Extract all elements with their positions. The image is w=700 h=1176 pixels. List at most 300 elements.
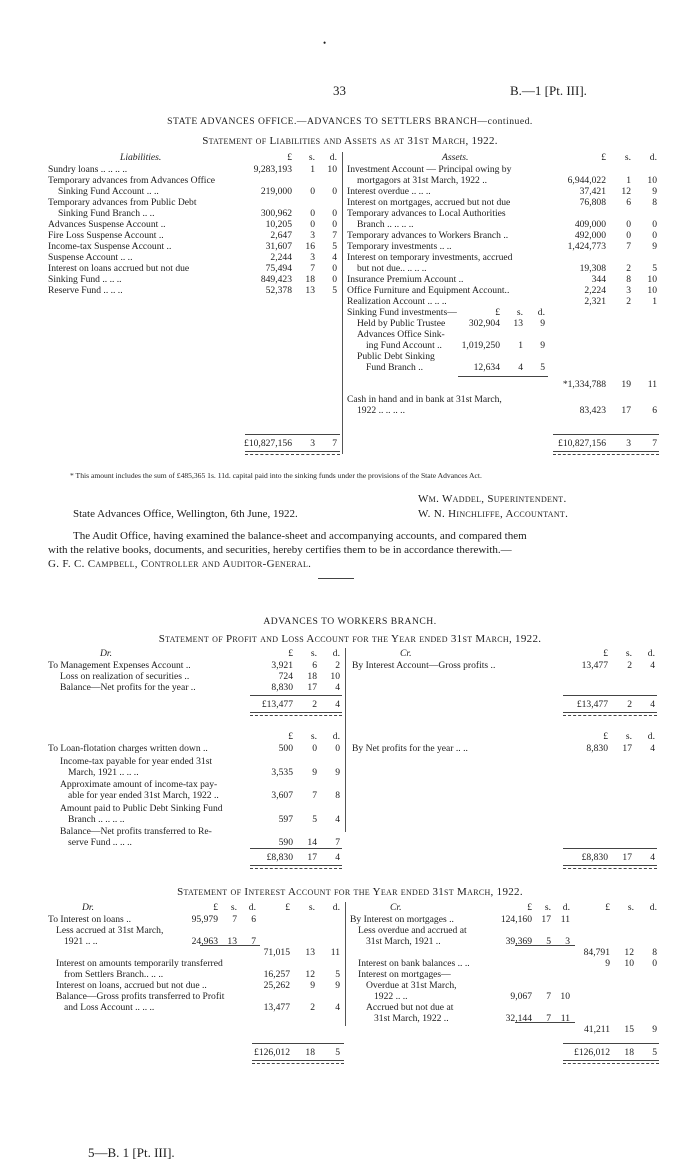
liabilities-total-shillings: 3 — [310, 438, 315, 449]
int-right-inner-shillings: 7 — [546, 991, 551, 1002]
asset-label: Office Furniture and Equipment Account.. — [347, 285, 510, 296]
int-left-label: and Loss Account .. .. .. — [64, 1002, 155, 1013]
asset-pounds: 409,000 — [574, 219, 606, 230]
int-right-total-shillings: 18 — [624, 1047, 634, 1058]
asset-pounds: 2,321 — [584, 296, 606, 307]
pl2-left-pounds: 500 — [278, 743, 293, 754]
pl-left-pounds: 3,921 — [271, 660, 293, 671]
int-left-shillings: 9 — [310, 980, 315, 991]
asset-label: Interest overdue .. .. .. — [347, 186, 431, 197]
liability-label: Temporary advances from Advances Office — [48, 175, 215, 186]
total-top-rule — [563, 848, 657, 849]
total-top-rule — [245, 434, 340, 435]
liability-pence: 0 — [332, 208, 337, 219]
liability-shillings: 3 — [310, 252, 315, 263]
pl2-left-pence: 0 — [335, 743, 340, 754]
pl2-left-pounds: 597 — [278, 813, 293, 825]
asset-label: Temporary investments .. .. — [347, 241, 452, 252]
pl2-left-shillings: 5 — [312, 813, 317, 825]
pl1-left-total-pounds: £13,477 — [261, 699, 293, 710]
interest-account-title: Statement of Interest Account for the Year ended 31st March, 1922. — [177, 886, 523, 898]
int-right-pounds: 9 — [605, 958, 610, 969]
int-right-label: 31st March, 1921 .. — [366, 936, 441, 947]
int-right-inner-shillings: 5 — [546, 936, 551, 947]
sf-item-shillings: 4 — [518, 362, 523, 373]
liability-pounds: 75,494 — [265, 263, 292, 274]
pl-left-shillings: 18 — [307, 671, 317, 682]
int-left-label: 1921 .. .. — [64, 936, 98, 947]
liability-label: Sundry loans .. .. .. .. — [48, 164, 128, 175]
liability-pounds: 9,283,193 — [253, 164, 292, 175]
int-right-pence: 0 — [652, 958, 657, 969]
asset-pence: 10 — [647, 175, 657, 186]
cash-shillings: 17 — [621, 405, 631, 416]
pl2-left-pence: 7 — [335, 837, 340, 848]
liability-pence: 0 — [332, 186, 337, 197]
pl2-left-label: To Loan-flotation charges written down .. — [48, 743, 208, 754]
pl2-left-label: Income-tax payable for year ended 31st — [60, 755, 213, 767]
pl-left-label: To Management Expenses Account .. — [48, 660, 191, 671]
total-double-rule — [250, 865, 342, 866]
assets-cur-head-pence: d. — [649, 152, 657, 163]
total-double-rule — [563, 1060, 659, 1061]
pl-left-pounds: 724 — [278, 671, 293, 682]
int-right-outer-cur-pounds: £ — [605, 902, 610, 913]
pl2-left-shillings: 9 — [312, 766, 317, 778]
int-left-label: To Interest on loans .. — [48, 914, 131, 925]
int-right-inner-pence: 10 — [560, 991, 570, 1002]
int-right-label: Less overdue and accrued at — [358, 925, 467, 936]
assets-cur-head-shillings: s. — [624, 152, 631, 163]
subtotal-rule — [515, 945, 575, 946]
assets-total-pence: 7 — [652, 438, 657, 449]
int-left-pounds: 71,015 — [263, 947, 290, 958]
asset-pounds: 76,808 — [579, 197, 606, 208]
separator — [318, 578, 354, 579]
total-double-rule — [250, 712, 342, 713]
footer-reference: 5—B. 1 [Pt. III]. — [88, 1145, 175, 1160]
total-double-rule — [245, 451, 340, 452]
int-right-shillings: 12 — [624, 947, 634, 958]
pl2-left-pence: 8 — [335, 790, 340, 801]
liability-shillings: 0 — [310, 186, 315, 197]
sf-item-pence: 5 — [540, 362, 545, 373]
liability-label: Sinking Fund Branch .. .. — [58, 208, 155, 219]
int-left-inner-cur-pounds: £ — [213, 902, 218, 913]
asset-pence: 0 — [652, 219, 657, 230]
int-left-shillings: 12 — [305, 969, 315, 980]
int-left-pence: 4 — [335, 1002, 340, 1013]
asset-label: Interest on mortgages, accrued but not due — [347, 197, 511, 208]
debit-heading: Dr. — [100, 648, 112, 659]
sf-item-shillings: 13 — [513, 318, 523, 329]
asset-pence: 9 — [652, 241, 657, 252]
credit-heading: Cr. — [400, 648, 412, 659]
sf-cur-head-pence: d. — [537, 307, 545, 318]
liability-shillings: 3 — [310, 230, 315, 241]
sf-item-pence: 9 — [540, 318, 545, 329]
asset-pounds: 2,224 — [584, 285, 606, 296]
int-left-inner-pounds: 95,979 — [191, 914, 218, 925]
int-left-inner-pounds: 24,963 — [191, 936, 218, 947]
pl2-left-cur-head-pounds: £ — [288, 731, 293, 742]
pl-right-label: By Interest Account—Gross profits .. — [352, 660, 496, 671]
int-right-label: 1922 .. .. — [374, 991, 408, 1002]
pl2-left-cur-head-shillings: s. — [310, 731, 317, 742]
assets-total-shillings: 3 — [626, 438, 631, 449]
cash-pence: 6 — [652, 405, 657, 416]
page-number: 33 — [333, 83, 346, 98]
sf-item-label: Public Debt Sinking — [357, 351, 435, 362]
pl2-right-total-shillings: 17 — [622, 852, 632, 863]
liab-cur-head-pence: d. — [329, 152, 337, 163]
liability-pounds: 2,647 — [270, 230, 292, 241]
assets-total-pounds: £10,827,156 — [558, 438, 606, 449]
pl-left-shillings: 6 — [312, 660, 317, 671]
int-right-shillings: 15 — [624, 1024, 634, 1035]
int-right-label: Accrued but not due at — [366, 1002, 454, 1013]
pl2-left-shillings: 14 — [307, 837, 317, 848]
asset-shillings: 0 — [626, 219, 631, 230]
pl1-right-total-pounds: £13,477 — [576, 699, 608, 710]
signature-accountant: W. N. Hinchliffe, Accountant. — [418, 508, 569, 520]
asset-pence: 8 — [652, 197, 657, 208]
total-top-rule — [563, 1043, 659, 1044]
int-left-pounds: 25,262 — [263, 980, 290, 991]
pl2-left-cur-head-pence: d. — [332, 731, 340, 742]
sf-item-pence: 9 — [540, 340, 545, 351]
int-right-label: Interest on mortgages— — [358, 969, 451, 980]
asset-label: Insurance Premium Account .. — [347, 274, 464, 285]
liability-shillings: 1 — [310, 164, 315, 175]
liability-pence: 0 — [332, 274, 337, 285]
liability-shillings: 18 — [305, 274, 315, 285]
pl-left-label: Balance—Net profits for the year .. — [60, 682, 196, 693]
pl2-left-label: Balance—Net profits transferred to Re- — [60, 826, 212, 837]
page-reference: B.—1 [Pt. III]. — [510, 83, 587, 98]
int-left-label: Less accrued at 31st March, — [56, 925, 164, 936]
int-left-total-shillings: 18 — [305, 1047, 315, 1058]
sf-total-pence: 11 — [647, 379, 657, 390]
liability-shillings: 0 — [310, 219, 315, 230]
int-left-inner-cur-shillings: s. — [230, 902, 237, 913]
asset-shillings: 2 — [626, 263, 631, 274]
int-left-total-pounds: £126,012 — [254, 1047, 290, 1058]
asset-label: Branch .. .. .. .. — [357, 219, 414, 230]
pl2-left-label: able for year ended 31st March, 1922 .. — [68, 790, 219, 801]
asset-label: Realization Account .. .. .. — [347, 296, 447, 307]
liabilities-total-pounds: £10,827,156 — [244, 438, 292, 449]
pl-left-label: Loss on realization of securities .. — [60, 671, 190, 682]
int-left-label: Balance—Gross profits transferred to Profit — [56, 991, 225, 1002]
asset-shillings: 12 — [621, 186, 631, 197]
pl1-right-total-pence: 4 — [650, 699, 655, 710]
pl2-left-shillings: 7 — [312, 790, 317, 801]
asset-shillings: 3 — [626, 285, 631, 296]
int-left-outer-cur-pounds: £ — [285, 902, 290, 913]
pl2-right-label: By Net profits for the year .. .. — [352, 743, 468, 754]
int-right-inner-pence: 3 — [565, 936, 570, 947]
pl2-right-pence: 4 — [650, 743, 655, 754]
pl2-left-total-pence: 4 — [335, 852, 340, 863]
asset-pounds: 37,421 — [579, 186, 606, 197]
int-right-pence: 8 — [652, 947, 657, 958]
asset-pence: 5 — [652, 263, 657, 274]
int-left-label: from Settlers Branch.. .. .. — [64, 969, 164, 980]
sf-item-label: Advances Office Sink- — [357, 329, 445, 340]
liability-label: Interest on loans accrued but not due — [48, 263, 190, 274]
int-left-label: Interest on amounts temporarily transferred — [56, 958, 223, 969]
sf-item-pounds: 12,634 — [473, 362, 500, 373]
int-left-pence: 11 — [330, 947, 340, 958]
asset-label: Temporary advances to Workers Branch .. — [347, 230, 509, 241]
liab-cur-head-shillings: s. — [308, 152, 315, 163]
subtotal-rule — [458, 376, 548, 377]
liability-pounds: 2,244 — [270, 252, 292, 263]
pl2-left-pounds: 590 — [278, 837, 293, 848]
place-date: State Advances Office, Wellington, 6th June, 1922. — [73, 508, 298, 520]
pl2-right-pounds: 8,830 — [586, 743, 608, 754]
pl2-left-label: Branch .. .. .. .. — [68, 813, 125, 825]
pl-left-pence: 10 — [330, 671, 340, 682]
cash-label: Cash in hand and in bank at 31st March, — [347, 394, 502, 405]
pl2-left-label: Amount paid to Public Debt Sinking Fund — [60, 802, 223, 814]
liability-shillings: 7 — [310, 263, 315, 274]
pl-left-cur-head-shillings: s. — [310, 648, 317, 659]
int-left-inner-shillings: 13 — [227, 936, 237, 947]
pl2-right-shillings: 17 — [622, 743, 632, 754]
asset-pounds: 492,000 — [574, 230, 606, 241]
int-left-pounds: 16,257 — [263, 969, 290, 980]
signature-superintendent: Wm. Waddel, Superintendent. — [418, 493, 567, 505]
pl-right-cur-head-shillings: s. — [625, 648, 632, 659]
pl-right-cur-head-pounds: £ — [603, 648, 608, 659]
pl2-left-label: serve Fund .. .. .. — [68, 837, 132, 848]
total-double-rule — [252, 1060, 344, 1061]
liability-pounds: 849,423 — [260, 274, 292, 285]
pl-left-pence: 4 — [335, 682, 340, 693]
asset-label: mortgagors at 31st March, 1922 .. — [357, 175, 488, 186]
total-double-rule — [563, 712, 657, 713]
int-right-inner-pounds: 9,067 — [510, 991, 532, 1002]
liability-label: Temporary advances from Public Debt — [48, 197, 197, 208]
audit-line-1: The Audit Office, having examined the balance-sheet and accompanying accounts, and compared them — [73, 530, 527, 542]
int-right-inner-pounds: 39,369 — [505, 936, 532, 947]
sf-cur-head-pounds: £ — [495, 307, 500, 318]
sf-item-pounds: 1,019,250 — [461, 340, 500, 351]
int-left-pounds: 13,477 — [263, 1002, 290, 1013]
int-right-outer-cur-shillings: s. — [627, 902, 634, 913]
sf-item-label: Held by Public Trustee — [357, 318, 446, 329]
asset-shillings: 1 — [626, 175, 631, 186]
asset-label: but not due.. .. .. .. — [357, 263, 427, 274]
asset-pence: 9 — [652, 186, 657, 197]
liability-pence: 0 — [332, 219, 337, 230]
asset-pounds: 19,308 — [579, 263, 606, 274]
int-right-inner-pounds: 124,160 — [500, 914, 532, 925]
int-right-inner-shillings: 17 — [541, 914, 551, 925]
page-dot: • — [323, 38, 327, 48]
liability-label: Advances Suspense Account .. — [48, 219, 166, 230]
int-right-label: By Interest on mortgages .. — [350, 914, 454, 925]
sf-item-label: ing Fund Account .. — [366, 340, 442, 351]
liability-shillings: 13 — [305, 285, 315, 296]
int-left-inner-pence: 7 — [251, 936, 256, 947]
total-top-rule — [553, 434, 659, 435]
total-double-rule — [553, 451, 659, 452]
int-left-label: Interest on loans, accrued but not due .. — [56, 980, 207, 991]
pl-right-pounds: 13,477 — [581, 660, 608, 671]
int-right-label: Interest on bank balances .. .. — [358, 958, 470, 969]
pl2-right-cur-head-pence: d. — [647, 731, 655, 742]
sf-item-pounds: 302,904 — [468, 318, 500, 329]
cash-label: 1922 .. .. .. .. — [357, 405, 405, 416]
int-right-inner-cur-pounds: £ — [527, 902, 532, 913]
liability-pence: 5 — [332, 285, 337, 296]
int-right-label: 31st March, 1922 .. — [374, 1013, 449, 1024]
pl2-left-pounds: 3,535 — [271, 766, 293, 778]
liability-pounds: 300,962 — [260, 208, 292, 219]
liability-pounds: 10,205 — [265, 219, 292, 230]
pl2-right-cur-head-shillings: s. — [625, 731, 632, 742]
asset-label: Interest on temporary investments, accrued — [347, 252, 513, 263]
workers-branch-title: ADVANCES TO WORKERS BRANCH. — [263, 616, 437, 627]
pl2-left-shillings: 0 — [312, 743, 317, 754]
cash-pounds: 83,423 — [579, 405, 606, 416]
int-right-total-pounds: £126,012 — [574, 1047, 610, 1058]
pl2-left-pence: 9 — [335, 766, 340, 778]
total-double-rule — [563, 865, 657, 866]
sf-item-label: Fund Branch .. — [366, 362, 424, 373]
asset-pounds: 344 — [591, 274, 606, 285]
asset-shillings: 0 — [626, 230, 631, 241]
pl2-left-pounds: 3,607 — [271, 790, 293, 801]
int-left-outer-cur-shillings: s. — [308, 902, 315, 913]
int-right-inner-pence: 11 — [560, 914, 570, 925]
pl1-left-total-shillings: 2 — [312, 699, 317, 710]
liability-pounds: 219,000 — [260, 186, 292, 197]
sf-total-shillings: 19 — [621, 379, 631, 390]
pl-left-cur-head-pounds: £ — [288, 648, 293, 659]
debit-heading: Dr. — [82, 902, 94, 913]
int-left-inner-cur-pence: d. — [248, 902, 256, 913]
int-left-shillings: 2 — [310, 1002, 315, 1013]
audit-line-2: with the relative books, documents, and securities, hereby certifies them to be in accordance therewith.— — [48, 544, 512, 556]
sf-total-pounds: *1,334,788 — [562, 379, 606, 390]
total-top-rule — [563, 695, 657, 696]
liability-label: Sinking Fund Account .. .. — [58, 186, 159, 197]
column-divider — [342, 152, 343, 454]
total-top-rule — [250, 848, 342, 849]
int-right-inner-pence: 11 — [560, 1013, 570, 1024]
pl2-left-total-shillings: 17 — [307, 852, 317, 863]
pl2-right-cur-head-pounds: £ — [603, 731, 608, 742]
liability-shillings: 0 — [310, 208, 315, 219]
profit-loss-title: Statement of Profit and Loss Account for the Year ended 31st March, 1922. — [158, 633, 542, 645]
pl-left-pence: 2 — [335, 660, 340, 671]
asset-label: Temporary advances to Local Authorities — [347, 208, 506, 219]
liability-label: Sinking Fund .. .. .. — [48, 274, 122, 285]
pl-left-pounds: 8,830 — [271, 682, 293, 693]
asset-pounds: 6,944,022 — [567, 175, 606, 186]
asset-pence: 1 — [652, 296, 657, 307]
credit-heading: Cr. — [390, 902, 402, 913]
int-right-outer-cur-pence: d. — [649, 902, 657, 913]
asset-pence: 10 — [647, 274, 657, 285]
section-title: STATE ADVANCES OFFICE.—ADVANCES TO SETTLERS BRANCH—continued. — [167, 116, 533, 127]
asset-pence: 10 — [647, 285, 657, 296]
liability-pence: 5 — [332, 241, 337, 252]
liability-pounds: 52,378 — [265, 285, 292, 296]
int-right-inner-cur-shillings: s. — [544, 902, 551, 913]
pl2-left-total-pounds: £8,830 — [266, 852, 293, 863]
asset-shillings: 2 — [626, 296, 631, 307]
pl-left-cur-head-pence: d. — [332, 648, 340, 659]
liability-label: Fire Loss Suspense Account .. — [48, 230, 164, 241]
int-right-total-pence: 5 — [652, 1047, 657, 1058]
total-top-rule — [250, 695, 342, 696]
total-top-rule — [252, 1043, 344, 1044]
int-left-pence: 9 — [335, 980, 340, 991]
int-right-pounds: 84,791 — [583, 947, 610, 958]
int-right-inner-shillings: 7 — [546, 1013, 551, 1024]
int-left-inner-shillings: 7 — [232, 914, 237, 925]
pl2-left-pence: 4 — [335, 813, 340, 825]
assets-cur-head-pounds: £ — [601, 152, 606, 163]
int-left-shillings: 13 — [305, 947, 315, 958]
asset-pounds: 1,424,773 — [567, 241, 606, 252]
asset-pence: 0 — [652, 230, 657, 241]
subtotal-rule — [200, 945, 260, 946]
pl2-right-total-pence: 4 — [650, 852, 655, 863]
asset-shillings: 7 — [626, 241, 631, 252]
pl-left-shillings: 17 — [307, 682, 317, 693]
liability-shillings: 16 — [305, 241, 315, 252]
liability-label: Reserve Fund .. .. .. — [48, 285, 123, 296]
int-right-label: Overdue at 31st March, — [366, 980, 457, 991]
int-right-pounds: 41,211 — [583, 1024, 610, 1035]
int-right-shillings: 10 — [624, 958, 634, 969]
liabilities-heading: Liabilities. — [120, 152, 162, 163]
pl-right-pence: 4 — [650, 660, 655, 671]
asset-shillings: 6 — [626, 197, 631, 208]
column-divider — [345, 902, 346, 1026]
liability-pence: 0 — [332, 263, 337, 274]
int-right-inner-pounds: 32,144 — [505, 1013, 532, 1024]
assets-heading: Assets. — [442, 152, 469, 163]
int-left-pence: 5 — [335, 969, 340, 980]
asset-shillings: 8 — [626, 274, 631, 285]
liability-label: Income-tax Suspense Account .. — [48, 241, 172, 252]
int-left-total-pence: 5 — [335, 1047, 340, 1058]
column-divider — [345, 648, 346, 832]
liability-pounds: 31,607 — [265, 241, 292, 252]
subtotal-rule — [515, 1022, 575, 1023]
pl2-left-label: Approximate amount of income-tax pay- — [60, 779, 218, 790]
liab-cur-head-pounds: £ — [287, 152, 292, 163]
statement-title: Statement of Liabilities and Assets as at 31st March, 1922. — [202, 135, 498, 147]
pl1-left-total-pence: 4 — [335, 699, 340, 710]
pl-right-cur-head-pence: d. — [647, 648, 655, 659]
int-left-inner-pence: 6 — [251, 914, 256, 925]
sf-item-shillings: 1 — [518, 340, 523, 351]
liability-label: Suspense Account .. .. — [48, 252, 133, 263]
liability-pence: 7 — [332, 230, 337, 241]
pl2-left-label: March, 1921 .. .. .. — [68, 766, 139, 778]
pl2-right-total-pounds: £8,830 — [581, 852, 608, 863]
audit-line-3: G. F. C. Campbell, Controller and Auditor-General. — [48, 558, 312, 570]
liability-pence: 10 — [327, 164, 337, 175]
